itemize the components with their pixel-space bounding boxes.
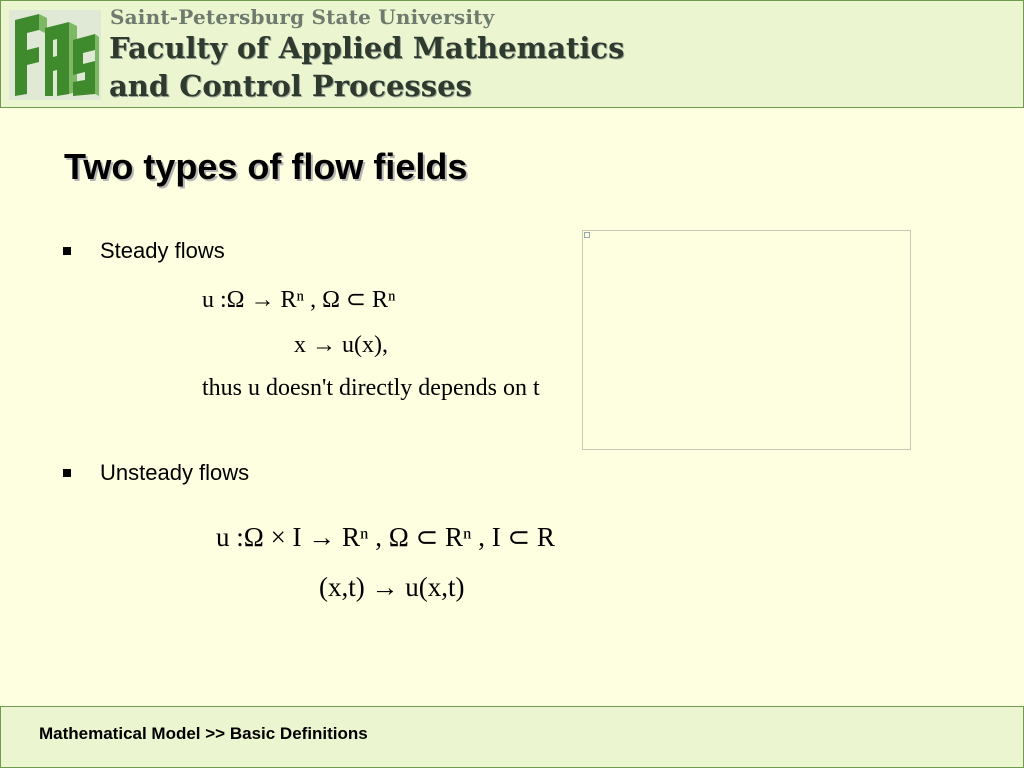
formula-unsteady-line-1: u :Ω × I → Rⁿ , Ω ⊂ Rⁿ , I ⊂ R (216, 522, 555, 552)
formula-steady-line-3: thus u doesn't directly depends on t (202, 375, 540, 401)
faculty-line-2: and Control Processes (109, 69, 472, 103)
slide-header (0, 0, 1024, 108)
broken-image-icon (584, 232, 590, 238)
slide-title: Two types of flow fields (64, 146, 468, 187)
formula-steady-line-1: u :Ω → Rⁿ , Ω ⊂ Rⁿ (202, 287, 396, 313)
bullet-unsteady-flows (63, 460, 249, 486)
square-bullet-icon (63, 247, 71, 255)
university-logo-icon (9, 10, 101, 100)
bullet-label: Unsteady flows (100, 460, 250, 485)
faculty-name (109, 29, 624, 105)
image-placeholder (582, 230, 911, 450)
slide-footer (0, 706, 1024, 768)
bullet-label: Steady flows (100, 238, 225, 263)
square-bullet-icon (63, 469, 71, 477)
bullet-steady-flows (63, 238, 225, 264)
formula-unsteady-line-2: (x,t) → u(x,t) (319, 572, 465, 602)
footer-breadcrumb: Mathematical Model >> Basic Definitions (39, 724, 368, 743)
university-name: Saint-Petersburg State University (110, 5, 495, 29)
formula-steady-line-2: x → u(x), (294, 332, 388, 358)
faculty-line-1: Faculty of Applied Mathematics (109, 31, 625, 65)
